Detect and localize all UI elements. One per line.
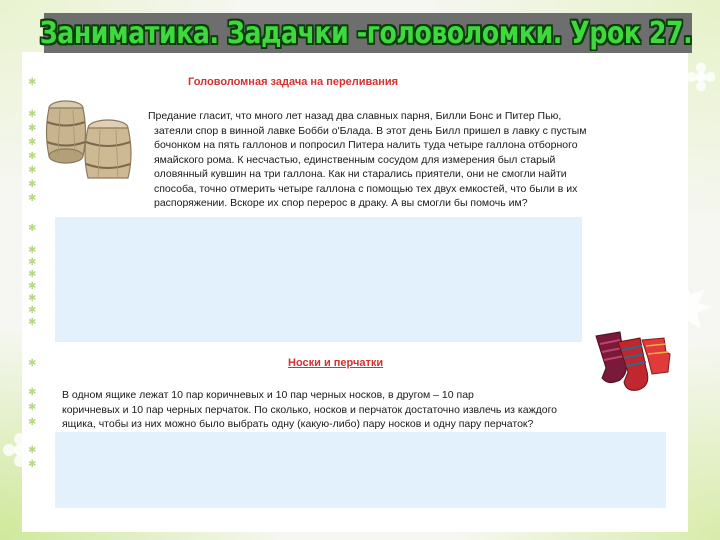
snowflake-bullet-icon: ✱ [28,459,37,470]
socks-gloves-puzzle-text [62,388,642,432]
snowflake-bullet-icon: ✱ [28,123,37,134]
text-line: Предание гласит, что много лет назад два славных парня, Билли Бонс и Питер Пью, [148,110,562,122]
section-heading-socks: Носки и перчатки [288,357,384,369]
snowflake-bullet-icon: ✱ [28,77,37,88]
snowflake-bullet-icon: ✱ [28,293,37,304]
text-line: способа, точно отмерить четыре галлона с помощью тех двух емкостей, что были в их [154,182,578,195]
text-line: затеяли спор в винной лавке Бобби о'Блада. В этот день Билл пришел в лавку с пустым [154,124,587,137]
section-heading-pouring: Головоломная задача на переливания [188,76,399,88]
text-line: оловянный кувшин на три галлона. Как ни старались приятели, они не смогли найти [154,168,567,180]
snowflake-bullet-icon: ✱ [28,193,37,204]
text-line: бочонком на пять галлонов и попросил Питера налить туда четыре галлона отборного [154,139,578,151]
snowflake-bullet-icon: ✱ [28,445,37,456]
snowflake-bullet-icon: ✱ [28,245,37,256]
answer-box-pouring[interactable] [55,217,582,342]
snowflake-bullet-icon: ✱ [28,387,37,398]
flower-decoration-icon [684,60,718,94]
text-line: распоряжении. Вскоре их спор перерос в драку. А вы смогли бы помочь им? [154,197,528,209]
snowflake-bullet-icon: ✱ [28,165,37,176]
snowflake-bullet-icon: ✱ [28,137,37,148]
snowflake-bullet-icon: ✱ [28,417,37,428]
snowflake-bullet-icon: ✱ [28,223,37,234]
answer-box-socks[interactable] [55,432,666,508]
snowflake-bullet-icon: ✱ [28,358,37,369]
text-line: ямайского рома. К несчастью, единственным сосудом для измерения был старый [154,153,556,166]
snowflake-bullet-icon: ✱ [28,269,37,280]
slide-title: Заниматика. Задачки -головоломки. Урок 27. [39,15,693,51]
pouring-puzzle-text [148,109,660,211]
barrels-image [36,96,144,184]
snowflake-bullet-icon: ✱ [28,179,37,190]
snowflake-bullet-icon: ✱ [28,317,37,328]
snowflake-bullet-icon: ✱ [28,109,37,120]
snowflake-bullet-icon: ✱ [28,257,37,268]
text-line: В одном ящике лежат 10 пар коричневых и 10 пар черных носков, в другом – 10 пар [62,389,474,401]
snowflake-bullet-icon: ✱ [28,402,37,413]
snowflake-bullet-icon: ✱ [28,281,37,292]
snowflake-bullet-icon: ✱ [28,151,37,162]
text-line: ящика, чтобы из них можно было выбрать одну (какую-либо) пару носков и одну пару перчаток? [62,418,534,430]
snowflake-bullet-icon: ✱ [28,305,37,316]
text-line: коричневых и 10 пар черных перчаток. По сколько, носков и перчаток достаточно извлечь из каждого [62,403,558,416]
